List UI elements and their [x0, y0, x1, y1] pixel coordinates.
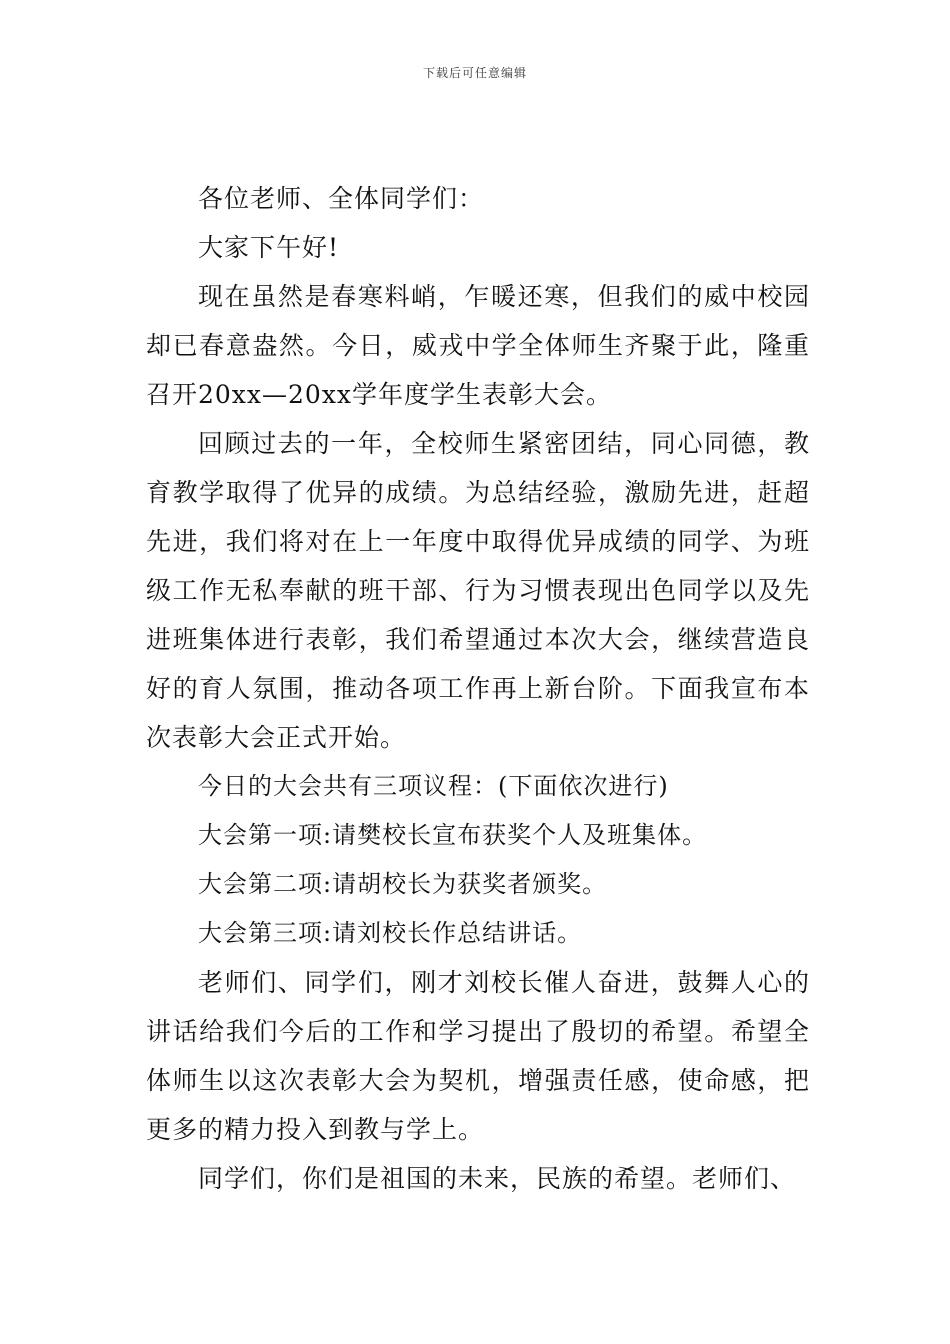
- header-note: 下载后可任意编辑: [422, 66, 527, 80]
- agenda-item-3: 大会第三项:请刘校长作总结讲话。: [198, 919, 583, 947]
- paragraph-review: 回顾过去的一年，全校师生紧密团结，同心同德，教育教学取得了优异的成绩。为总结经验，激励先进，赶超先进，我们将对在上一年度中取得优异成绩的同学、为班级工作无私奉献的班干部、行为习惯表现出色同学以及先进班集体进行表彰，我们希望通过本次大会，继续营造良好的育人氛围，推动各项工作再上新台阶。下面我宣布本次表彰大会正式开始。: [146, 429, 810, 752]
- paragraph-closing-remarks: 老师们、同学们，刚才刘校长催人奋进，鼓舞人心的讲话给我们今后的工作和学习提出了殷切的希望。希望全体师生以这次表彰大会为契机，增强责任感，使命感，把更多的精力投入到教与学上。: [146, 968, 810, 1144]
- paragraph-opening: 现在虽然是春寒料峭，乍暖还寒，但我们的威中校园却已春意盎然。今日，威戎中学全体师生齐聚于此，隆重召开20xx—20xx学年度学生表彰大会。: [146, 282, 810, 409]
- agenda-item-2: 大会第二项:请胡校长为获奖者颁奖。: [198, 870, 608, 898]
- paragraph-students: 同学们，你们是祖国的未来，民族的希望。老师们、: [198, 1164, 797, 1193]
- agenda-item-1: 大会第一项:请樊校长宣布获奖个人及班集体。: [198, 821, 708, 849]
- salutation: 各位老师、全体同学们：: [198, 184, 485, 213]
- greeting: 大家下午好!: [198, 233, 340, 262]
- agenda-intro: 今日的大会共有三项议程：(下面依次进行): [198, 772, 669, 800]
- document-body: [146, 174, 810, 1203]
